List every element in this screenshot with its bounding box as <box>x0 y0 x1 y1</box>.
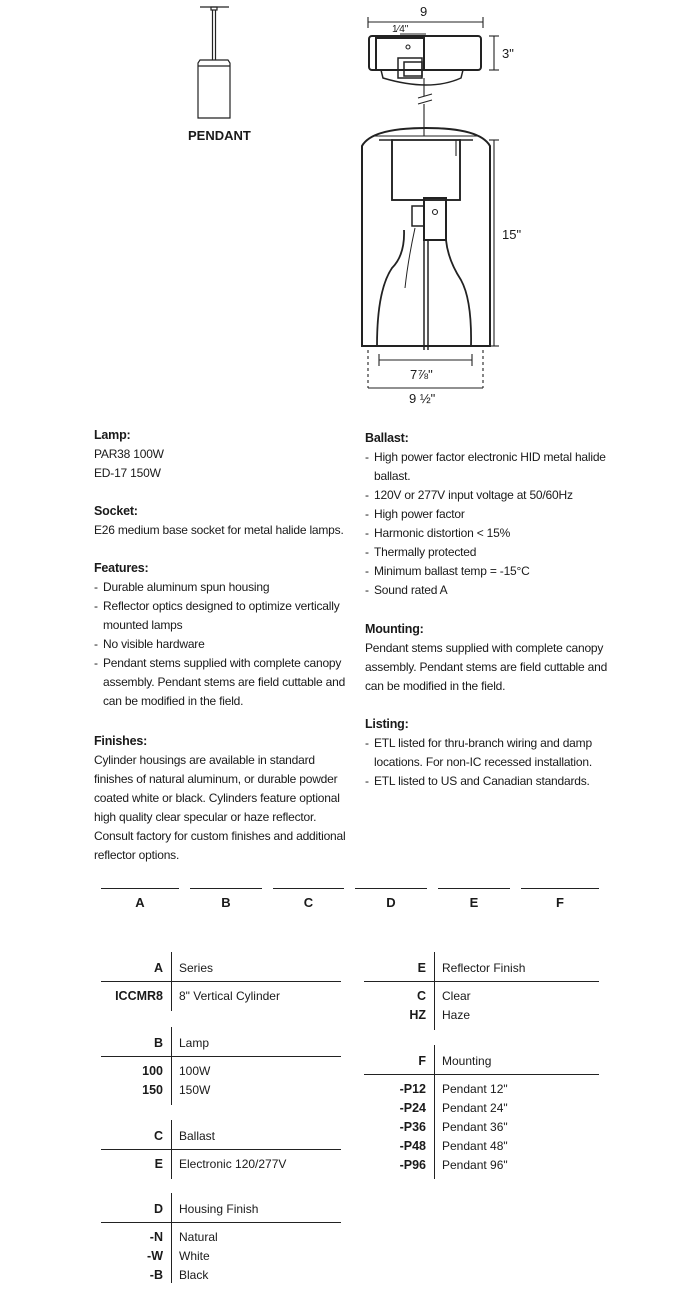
option-desc: 150W <box>179 1083 211 1097</box>
option-code: 150 <box>142 1083 163 1097</box>
table-key: B <box>153 1036 163 1050</box>
features-section <box>94 559 349 711</box>
table-row[interactable] <box>101 1266 341 1285</box>
table-title: Housing Finish <box>179 1202 259 1216</box>
table-row[interactable] <box>364 1137 599 1156</box>
ballast-heading: Ballast: <box>365 431 409 445</box>
option-table-ballast <box>101 1123 341 1174</box>
table-row[interactable] <box>101 1062 341 1081</box>
mounting-section <box>365 620 615 696</box>
option-table-mounting <box>364 1048 599 1175</box>
option-desc: Natural <box>179 1230 218 1244</box>
option-code: -B <box>149 1268 163 1282</box>
socket-heading: Socket: <box>94 504 138 518</box>
table-row[interactable] <box>101 1247 341 1266</box>
feature-item: - No visible hardware <box>94 635 349 654</box>
ballast-item: - Harmonic distortion < 15% <box>365 524 615 543</box>
option-code: -P48 <box>399 1139 426 1153</box>
code-label-e: E <box>469 895 479 910</box>
dim-body-height: 15" <box>502 227 522 242</box>
ballast-item: - Thermally protected <box>365 543 615 562</box>
option-desc: Pendant 96" <box>442 1158 508 1172</box>
ballast-item: - Sound rated A <box>365 581 615 600</box>
option-code: -P24 <box>399 1101 426 1115</box>
dim-canopy-height: 3" <box>502 46 514 61</box>
finishes-section <box>94 732 349 865</box>
table-row[interactable] <box>364 1006 599 1025</box>
code-label-b: B <box>221 895 231 910</box>
option-desc: White <box>179 1249 210 1263</box>
code-blank-d[interactable] <box>355 888 427 889</box>
ballast-item: - 120V or 277V input voltage at 50/60Hz <box>365 486 615 505</box>
option-code: -P12 <box>399 1082 426 1096</box>
pendant-thumbnail-icon <box>198 7 230 118</box>
option-desc: Clear <box>442 989 471 1003</box>
table-title: Lamp <box>179 1036 210 1050</box>
code-blank-a[interactable] <box>101 888 179 889</box>
feature-item: - Pendant stems supplied with complete canopy assembly. Pendant stems are field cuttable and can be modified in the field. <box>94 654 349 711</box>
table-row[interactable] <box>364 987 599 1006</box>
ballast-item: - High power factor electronic HID metal halide ballast. <box>365 448 615 486</box>
option-desc: Pendant 12" <box>442 1082 508 1096</box>
listing-section <box>365 715 615 791</box>
dim-width-top: 9 <box>420 4 428 19</box>
mounting-text: Pendant stems supplied with complete canopy assembly. Pendant stems are field cuttable and can be modified in the field. <box>365 641 608 693</box>
option-desc: Pendant 48" <box>442 1139 508 1153</box>
feature-item: - Reflector optics designed to optimize vertically mounted lamps <box>94 597 349 635</box>
table-title: Reflector Finish <box>442 961 526 975</box>
option-code: 100 <box>142 1064 163 1078</box>
option-desc: 100W <box>179 1064 211 1078</box>
table-title: Series <box>179 961 214 975</box>
code-label-f: F <box>556 895 564 910</box>
option-table-reflector-finish <box>364 955 599 1025</box>
ballast-item: - High power factor <box>365 505 615 524</box>
table-row[interactable] <box>364 1156 599 1175</box>
socket-text: E26 medium base socket for metal halide lamps. <box>94 523 344 537</box>
option-table-series <box>101 955 341 1006</box>
table-key: F <box>418 1054 426 1068</box>
dim-outer-diameter: 9 ½" <box>409 391 436 406</box>
listing-item: - ETL listed to US and Canadian standards. <box>365 772 615 791</box>
option-code: E <box>154 1157 163 1171</box>
table-row[interactable] <box>364 1099 599 1118</box>
code-label-a: A <box>135 895 145 910</box>
mounting-heading: Mounting: <box>365 622 424 636</box>
table-row[interactable] <box>364 1118 599 1137</box>
table-row[interactable] <box>101 1081 341 1100</box>
code-blank-f[interactable] <box>521 888 599 889</box>
option-table-housing-finish <box>101 1196 341 1285</box>
lamp-section <box>94 426 349 483</box>
fixture-drawings <box>0 0 698 420</box>
option-desc: 8" Vertical Cylinder <box>179 989 280 1003</box>
code-label-c: C <box>303 895 314 910</box>
code-label-d: D <box>386 895 396 910</box>
table-title: Mounting <box>442 1054 492 1068</box>
table-row[interactable] <box>101 1228 341 1247</box>
listing-heading: Listing: <box>365 717 409 731</box>
listing-item: - ETL listed for thru-branch wiring and damp locations. For non-IC recessed installation. <box>365 734 615 772</box>
finishes-text: Cylinder housings are available in standard finishes of natural aluminum, or durable powder coated white or black. Cylinders feature optional high quality clear specular or haze reflector. Consult factory for custom finishes and additional reflector options. <box>94 753 346 862</box>
feature-item: - Durable aluminum spun housing <box>94 578 349 597</box>
table-key: A <box>153 961 163 975</box>
table-key: C <box>153 1129 163 1143</box>
option-code: -P96 <box>399 1158 426 1172</box>
cross-section-drawing-icon <box>362 17 499 388</box>
table-key: D <box>153 1202 163 1216</box>
option-code: -P36 <box>399 1120 426 1134</box>
option-desc: Haze <box>442 1008 471 1022</box>
ballast-item: - Minimum ballast temp = -15°C <box>365 562 615 581</box>
lamp-line: PAR38 100W <box>94 447 164 461</box>
table-row[interactable] <box>101 987 341 1006</box>
dim-width-small: 1⁄4" <box>392 24 409 35</box>
features-heading: Features: <box>94 561 149 575</box>
option-code: -N <box>149 1230 163 1244</box>
option-desc: Pendant 24" <box>442 1101 508 1115</box>
code-blank-b[interactable] <box>190 888 262 889</box>
code-blank-c[interactable] <box>273 888 344 889</box>
lamp-line: ED-17 150W <box>94 466 161 480</box>
option-code: C <box>416 989 426 1003</box>
table-row[interactable] <box>101 1155 341 1174</box>
table-row[interactable] <box>364 1080 599 1099</box>
finishes-heading: Finishes: <box>94 734 148 748</box>
table-title: Ballast <box>179 1129 216 1143</box>
option-code: ICCMR8 <box>115 989 163 1003</box>
socket-section <box>94 502 354 540</box>
option-desc: Pendant 36" <box>442 1120 508 1134</box>
ballast-section <box>365 429 615 600</box>
option-table-lamp <box>101 1030 341 1100</box>
option-code: -W <box>147 1249 163 1263</box>
option-desc: Black <box>179 1268 209 1282</box>
code-blank-e[interactable] <box>438 888 510 889</box>
dim-aperture: 7⅞" <box>410 367 433 382</box>
table-key: E <box>417 961 426 975</box>
lamp-heading: Lamp: <box>94 428 131 442</box>
pendant-label: PENDANT <box>188 128 251 143</box>
option-desc: Electronic 120/277V <box>179 1157 287 1171</box>
option-code: HZ <box>409 1008 426 1022</box>
